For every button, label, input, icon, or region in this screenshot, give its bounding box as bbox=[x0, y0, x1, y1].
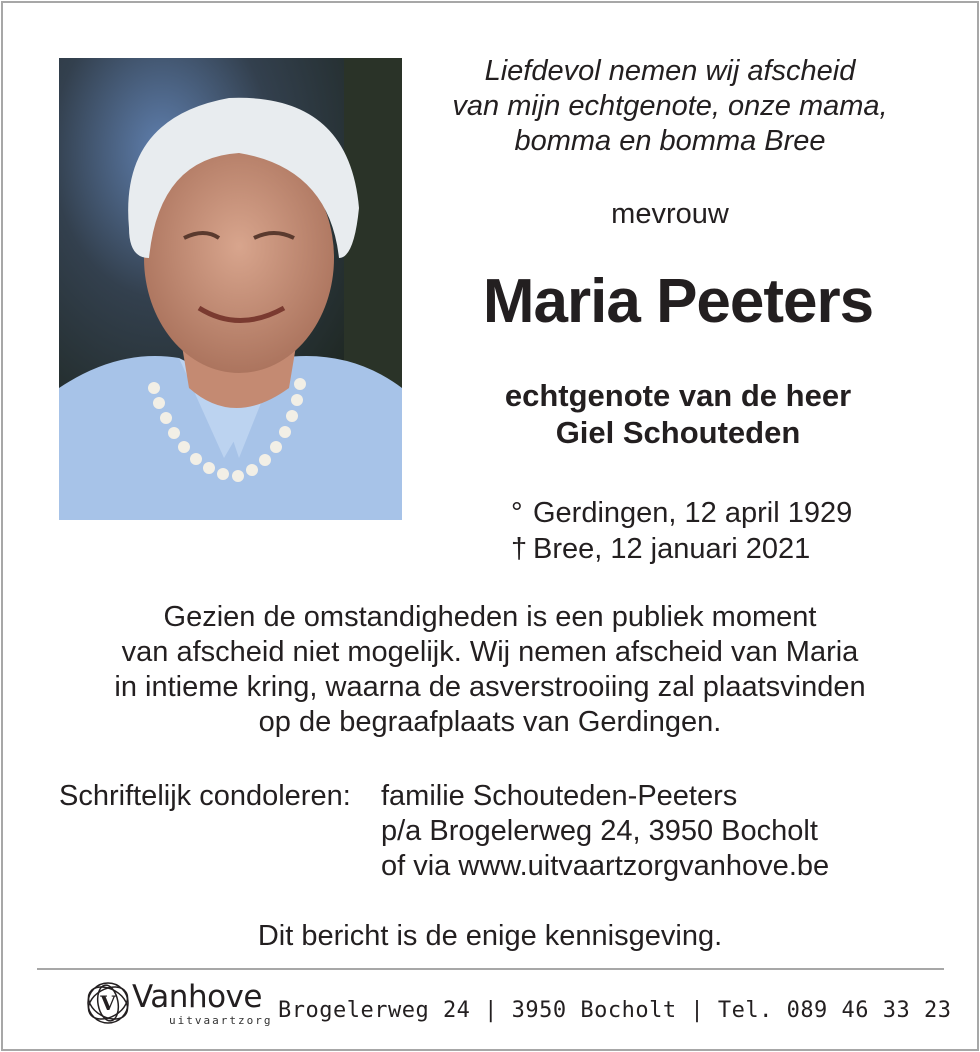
spouse-line: echtgenote van de heer bbox=[504, 378, 852, 413]
message-line: van afscheid niet mogelijk. Wij nemen afscheid van Maria bbox=[121, 636, 859, 668]
intro-line: Liefdevol nemen wij afscheid bbox=[484, 55, 856, 87]
deceased-name: Maria Peeters bbox=[482, 267, 874, 336]
notice-text: Dit bericht is de enige kennisgeving. bbox=[257, 920, 723, 952]
intro-line: bomma en bomma Bree bbox=[514, 125, 826, 157]
footer-address: Brogelerweg 24 | 3950 Bocholt | Tel. 089 46 33 23 bbox=[278, 998, 952, 1023]
death-text: Bree, 12 januari 2021 bbox=[533, 533, 811, 565]
spouse-text bbox=[420, 377, 936, 451]
condolence-address bbox=[381, 779, 829, 884]
message-text bbox=[40, 600, 940, 740]
logo-letter: V bbox=[100, 991, 116, 1015]
cross-icon: † bbox=[511, 533, 528, 565]
condolence-label: Schriftelijk condoleren: bbox=[59, 780, 351, 812]
logo-emblem-icon bbox=[84, 979, 132, 1027]
message-line: Gezien de omstandigheden is een publiek moment bbox=[163, 601, 817, 633]
birth-text: Gerdingen, 12 april 1929 bbox=[533, 497, 853, 529]
divider bbox=[37, 968, 944, 970]
death-date bbox=[511, 531, 852, 567]
vanhove-logo bbox=[84, 979, 273, 1029]
intro-line: van mijn echtgenote, onze mama, bbox=[452, 90, 888, 122]
life-dates bbox=[511, 495, 852, 567]
condolence-line: familie Schouteden-Peeters bbox=[381, 780, 738, 812]
honorific: mevrouw bbox=[611, 198, 729, 230]
logo-subtitle: uitvaartzorg bbox=[169, 1014, 273, 1027]
intro-text bbox=[420, 54, 920, 159]
birth-date bbox=[511, 495, 852, 531]
message-line: op de begraafplaats van Gerdingen. bbox=[258, 706, 722, 738]
spouse-line: Giel Schouteden bbox=[555, 415, 801, 450]
message-line: in intieme kring, waarna de asverstrooiing zal plaatsvinden bbox=[114, 671, 866, 703]
birth-symbol: ° bbox=[511, 497, 523, 529]
condolence-line: p/a Brogelerweg 24, 3950 Bocholt bbox=[381, 815, 818, 847]
portrait-photo bbox=[59, 58, 402, 520]
logo-name: Vanhove bbox=[132, 979, 262, 1015]
condolence-line: of via www.uitvaartzorgvanhove.be bbox=[381, 850, 830, 882]
